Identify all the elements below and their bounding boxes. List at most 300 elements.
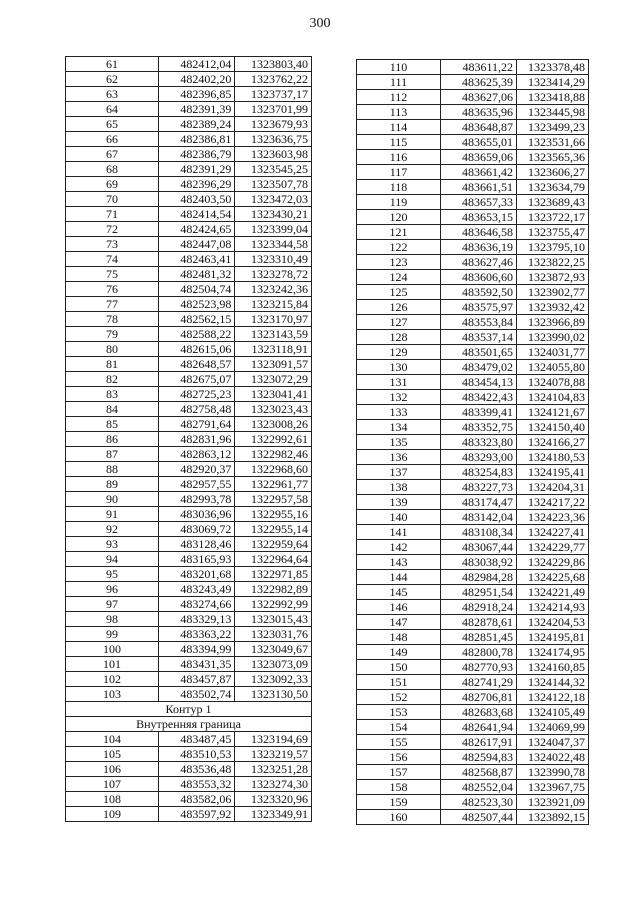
table-row — [66, 777, 312, 792]
table-row — [66, 342, 312, 357]
x-coordinate: 482396,29 — [158, 177, 235, 192]
y-coordinate: 1323755,47 — [517, 225, 589, 240]
table-row — [357, 480, 589, 495]
y-coordinate: 1323194,69 — [235, 732, 312, 747]
y-coordinate: 1323242,36 — [235, 282, 312, 297]
x-coordinate: 483575,97 — [441, 300, 517, 315]
table-row — [66, 537, 312, 552]
point-number: 148 — [357, 630, 441, 645]
table-row — [357, 735, 589, 750]
table-row — [66, 237, 312, 252]
x-coordinate: 482391,29 — [158, 162, 235, 177]
point-number: 93 — [66, 537, 159, 552]
x-coordinate: 483227,73 — [441, 480, 517, 495]
table-row — [357, 315, 589, 330]
y-coordinate: 1323795,10 — [517, 240, 589, 255]
table-row — [357, 390, 589, 405]
table-row — [357, 570, 589, 585]
point-number: 70 — [66, 192, 159, 207]
x-coordinate: 483635,96 — [441, 105, 517, 120]
table-row — [357, 510, 589, 525]
x-coordinate: 483606,60 — [441, 270, 517, 285]
x-coordinate: 483553,32 — [158, 777, 235, 792]
table-row — [357, 345, 589, 360]
x-coordinate: 483293,00 — [441, 450, 517, 465]
table-row — [357, 75, 589, 90]
x-coordinate: 483329,13 — [158, 612, 235, 627]
x-coordinate: 483592,50 — [441, 285, 517, 300]
y-coordinate: 1323967,75 — [517, 780, 589, 795]
point-number: 155 — [357, 735, 441, 750]
table-row — [357, 540, 589, 555]
x-coordinate: 483653,15 — [441, 210, 517, 225]
point-number: 124 — [357, 270, 441, 285]
point-number: 76 — [66, 282, 159, 297]
x-coordinate: 483625,39 — [441, 75, 517, 90]
y-coordinate: 1324229,77 — [517, 540, 589, 555]
y-coordinate: 1324214,93 — [517, 600, 589, 615]
x-coordinate: 483611,22 — [441, 60, 517, 75]
y-coordinate: 1324223,36 — [517, 510, 589, 525]
y-coordinate: 1323215,84 — [235, 297, 312, 312]
point-number: 127 — [357, 315, 441, 330]
y-coordinate: 1322982,89 — [235, 582, 312, 597]
point-number: 105 — [66, 747, 159, 762]
point-number: 97 — [66, 597, 159, 612]
point-number: 66 — [66, 132, 159, 147]
table-row — [357, 405, 589, 420]
point-number: 63 — [66, 87, 159, 102]
x-coordinate: 483352,75 — [441, 420, 517, 435]
table-row — [357, 525, 589, 540]
point-number: 125 — [357, 285, 441, 300]
y-coordinate: 1323507,78 — [235, 177, 312, 192]
y-coordinate: 1324195,41 — [517, 465, 589, 480]
point-number: 62 — [66, 72, 159, 87]
table-row — [66, 522, 312, 537]
point-number: 133 — [357, 405, 441, 420]
y-coordinate: 1322961,77 — [235, 477, 312, 492]
y-coordinate: 1323603,98 — [235, 147, 312, 162]
y-coordinate: 1323344,58 — [235, 237, 312, 252]
y-coordinate: 1322982,46 — [235, 447, 312, 462]
point-number: 71 — [66, 207, 159, 222]
table-row — [357, 420, 589, 435]
x-coordinate: 482918,24 — [441, 600, 517, 615]
point-number: 81 — [66, 357, 159, 372]
y-coordinate: 1323320,96 — [235, 792, 312, 807]
y-coordinate: 1323015,43 — [235, 612, 312, 627]
x-coordinate: 483431,35 — [158, 657, 235, 672]
table-row — [66, 192, 312, 207]
table-row — [357, 225, 589, 240]
x-coordinate: 482504,74 — [158, 282, 235, 297]
section-title: Контур 1 — [66, 702, 312, 717]
table-row — [66, 687, 312, 702]
point-number: 137 — [357, 465, 441, 480]
table-row — [66, 762, 312, 777]
x-coordinate: 482741,29 — [441, 675, 517, 690]
y-coordinate: 1323636,75 — [235, 132, 312, 147]
table-row — [357, 615, 589, 630]
table-row — [357, 180, 589, 195]
point-number: 79 — [66, 327, 159, 342]
point-number: 122 — [357, 240, 441, 255]
point-number: 123 — [357, 255, 441, 270]
table-row — [357, 240, 589, 255]
point-number: 82 — [66, 372, 159, 387]
y-coordinate: 1322955,14 — [235, 522, 312, 537]
x-coordinate: 483636,19 — [441, 240, 517, 255]
x-coordinate: 482957,55 — [158, 477, 235, 492]
y-coordinate: 1323803,40 — [235, 57, 312, 72]
point-number: 126 — [357, 300, 441, 315]
table-row — [66, 582, 312, 597]
point-number: 134 — [357, 420, 441, 435]
y-coordinate: 1324166,27 — [517, 435, 589, 450]
table-row — [66, 492, 312, 507]
x-coordinate: 483036,96 — [158, 507, 235, 522]
point-number: 142 — [357, 540, 441, 555]
y-coordinate: 1323679,93 — [235, 117, 312, 132]
x-coordinate: 483174,47 — [441, 495, 517, 510]
table-row — [357, 630, 589, 645]
y-coordinate: 1323689,43 — [517, 195, 589, 210]
x-coordinate: 482447,08 — [158, 237, 235, 252]
y-coordinate: 1323418,88 — [517, 90, 589, 105]
y-coordinate: 1324055,80 — [517, 360, 589, 375]
table-row — [66, 477, 312, 492]
x-coordinate: 483597,92 — [158, 807, 235, 822]
y-coordinate: 1324227,41 — [517, 525, 589, 540]
table-row — [66, 387, 312, 402]
point-number: 74 — [66, 252, 159, 267]
y-coordinate: 1323073,09 — [235, 657, 312, 672]
y-coordinate: 1323031,76 — [235, 627, 312, 642]
y-coordinate: 1324069,99 — [517, 720, 589, 735]
x-coordinate: 483536,48 — [158, 762, 235, 777]
point-number: 107 — [66, 777, 159, 792]
x-coordinate: 482675,07 — [158, 372, 235, 387]
y-coordinate: 1323072,29 — [235, 372, 312, 387]
y-coordinate: 1323472,03 — [235, 192, 312, 207]
y-coordinate: 1323990,78 — [517, 765, 589, 780]
y-coordinate: 1324180,53 — [517, 450, 589, 465]
y-coordinate: 1323251,28 — [235, 762, 312, 777]
point-number: 90 — [66, 492, 159, 507]
table-row — [66, 417, 312, 432]
table-row — [357, 195, 589, 210]
table-row — [357, 465, 589, 480]
x-coordinate: 483659,06 — [441, 150, 517, 165]
x-coordinate: 482706,81 — [441, 690, 517, 705]
table-row — [357, 60, 589, 75]
x-coordinate: 482617,91 — [441, 735, 517, 750]
point-number: 99 — [66, 627, 159, 642]
point-number: 111 — [357, 75, 441, 90]
table-row — [66, 462, 312, 477]
point-number: 131 — [357, 375, 441, 390]
y-coordinate: 1324217,22 — [517, 495, 589, 510]
point-number: 61 — [66, 57, 159, 72]
point-number: 158 — [357, 780, 441, 795]
table-row — [357, 780, 589, 795]
point-number: 85 — [66, 417, 159, 432]
x-coordinate: 483457,87 — [158, 672, 235, 687]
x-coordinate: 482831,96 — [158, 432, 235, 447]
x-coordinate: 482386,81 — [158, 132, 235, 147]
table-row — [357, 750, 589, 765]
x-coordinate: 482402,20 — [158, 72, 235, 87]
x-coordinate: 483038,92 — [441, 555, 517, 570]
y-coordinate: 1324121,67 — [517, 405, 589, 420]
y-coordinate: 1323092,33 — [235, 672, 312, 687]
y-coordinate: 1323008,26 — [235, 417, 312, 432]
x-coordinate: 482615,06 — [158, 342, 235, 357]
point-number: 113 — [357, 105, 441, 120]
point-number: 118 — [357, 180, 441, 195]
x-coordinate: 482863,12 — [158, 447, 235, 462]
point-number: 120 — [357, 210, 441, 225]
y-coordinate: 1323722,17 — [517, 210, 589, 225]
x-coordinate: 483479,02 — [441, 360, 517, 375]
y-coordinate: 1323737,17 — [235, 87, 312, 102]
table-row — [66, 57, 312, 72]
y-coordinate: 1323932,42 — [517, 300, 589, 315]
point-number: 72 — [66, 222, 159, 237]
point-number: 69 — [66, 177, 159, 192]
x-coordinate: 482386,79 — [158, 147, 235, 162]
x-coordinate: 482403,50 — [158, 192, 235, 207]
x-coordinate: 483201,68 — [158, 567, 235, 582]
table-row — [66, 252, 312, 267]
table-row — [357, 765, 589, 780]
x-coordinate: 482412,04 — [158, 57, 235, 72]
y-coordinate: 1323143,59 — [235, 327, 312, 342]
x-coordinate: 483128,46 — [158, 537, 235, 552]
y-coordinate: 1324225,68 — [517, 570, 589, 585]
x-coordinate: 482800,78 — [441, 645, 517, 660]
table-row — [66, 87, 312, 102]
table-row — [66, 747, 312, 762]
table-row — [357, 300, 589, 315]
y-coordinate: 1323634,79 — [517, 180, 589, 195]
table-row — [357, 375, 589, 390]
y-coordinate: 1323349,91 — [235, 807, 312, 822]
point-number: 95 — [66, 567, 159, 582]
y-coordinate: 1324174,95 — [517, 645, 589, 660]
point-number: 88 — [66, 462, 159, 477]
table-row — [357, 660, 589, 675]
x-coordinate: 482641,94 — [441, 720, 517, 735]
x-coordinate: 483165,93 — [158, 552, 235, 567]
y-coordinate: 1323701,99 — [235, 102, 312, 117]
table-row — [66, 372, 312, 387]
table-row — [66, 657, 312, 672]
table-row — [357, 270, 589, 285]
table-row — [66, 177, 312, 192]
table-row — [66, 672, 312, 687]
table-row — [357, 600, 589, 615]
point-number: 139 — [357, 495, 441, 510]
point-number: 152 — [357, 690, 441, 705]
x-coordinate: 483661,42 — [441, 165, 517, 180]
y-coordinate: 1324150,40 — [517, 420, 589, 435]
y-coordinate: 1323872,93 — [517, 270, 589, 285]
y-coordinate: 1322955,16 — [235, 507, 312, 522]
table-row — [357, 720, 589, 735]
y-coordinate: 1323399,04 — [235, 222, 312, 237]
y-coordinate: 1323762,22 — [235, 72, 312, 87]
table-row — [357, 105, 589, 120]
x-coordinate: 482920,37 — [158, 462, 235, 477]
y-coordinate: 1324105,49 — [517, 705, 589, 720]
table-row — [66, 642, 312, 657]
table-row — [357, 210, 589, 225]
table-row — [357, 705, 589, 720]
y-coordinate: 1323606,27 — [517, 165, 589, 180]
point-number: 91 — [66, 507, 159, 522]
point-number: 75 — [66, 267, 159, 282]
x-coordinate: 483069,72 — [158, 522, 235, 537]
point-number: 100 — [66, 642, 159, 657]
point-number: 77 — [66, 297, 159, 312]
point-number: 121 — [357, 225, 441, 240]
point-number: 117 — [357, 165, 441, 180]
x-coordinate: 482791,64 — [158, 417, 235, 432]
x-coordinate: 483323,80 — [441, 435, 517, 450]
y-coordinate: 1323531,66 — [517, 135, 589, 150]
point-number: 65 — [66, 117, 159, 132]
table-row — [66, 447, 312, 462]
x-coordinate: 482594,83 — [441, 750, 517, 765]
table-row — [66, 627, 312, 642]
table-row — [66, 117, 312, 132]
y-coordinate: 1323565,36 — [517, 150, 589, 165]
table-row — [357, 795, 589, 810]
y-coordinate: 1323049,67 — [235, 642, 312, 657]
table-row — [66, 132, 312, 147]
x-coordinate: 483487,45 — [158, 732, 235, 747]
table-row — [66, 222, 312, 237]
table-row — [66, 327, 312, 342]
point-number: 80 — [66, 342, 159, 357]
point-number: 98 — [66, 612, 159, 627]
point-number: 67 — [66, 147, 159, 162]
y-coordinate: 1324104,83 — [517, 390, 589, 405]
table-row — [66, 357, 312, 372]
point-number: 153 — [357, 705, 441, 720]
section-header-row — [66, 702, 312, 717]
y-coordinate: 1324078,88 — [517, 375, 589, 390]
point-number: 112 — [357, 90, 441, 105]
y-coordinate: 1324195,81 — [517, 630, 589, 645]
x-coordinate: 483648,87 — [441, 120, 517, 135]
y-coordinate: 1323041,41 — [235, 387, 312, 402]
table-row — [66, 282, 312, 297]
y-coordinate: 1323378,48 — [517, 60, 589, 75]
y-coordinate: 1323091,57 — [235, 357, 312, 372]
point-number: 144 — [357, 570, 441, 585]
y-coordinate: 1323130,50 — [235, 687, 312, 702]
point-number: 83 — [66, 387, 159, 402]
y-coordinate: 1323892,15 — [517, 810, 589, 825]
point-number: 135 — [357, 435, 441, 450]
x-coordinate: 483501,65 — [441, 345, 517, 360]
point-number: 94 — [66, 552, 159, 567]
table-row — [357, 690, 589, 705]
table-row — [66, 147, 312, 162]
x-coordinate: 483655,01 — [441, 135, 517, 150]
point-number: 114 — [357, 120, 441, 135]
point-number: 103 — [66, 687, 159, 702]
point-number: 89 — [66, 477, 159, 492]
point-number: 143 — [357, 555, 441, 570]
table-row — [357, 165, 589, 180]
point-number: 64 — [66, 102, 159, 117]
table-row — [66, 732, 312, 747]
point-number: 119 — [357, 195, 441, 210]
point-number: 68 — [66, 162, 159, 177]
table-row — [66, 297, 312, 312]
y-coordinate: 1323274,30 — [235, 777, 312, 792]
x-coordinate: 482770,93 — [441, 660, 517, 675]
point-number: 104 — [66, 732, 159, 747]
table-row — [66, 807, 312, 822]
table-row — [66, 312, 312, 327]
x-coordinate: 482648,57 — [158, 357, 235, 372]
point-number: 160 — [357, 810, 441, 825]
point-number: 149 — [357, 645, 441, 660]
table-row — [357, 285, 589, 300]
table-row — [66, 402, 312, 417]
point-number: 78 — [66, 312, 159, 327]
page-number: 300 — [309, 16, 331, 31]
x-coordinate: 482396,85 — [158, 87, 235, 102]
x-coordinate: 482463,41 — [158, 252, 235, 267]
table-row — [66, 207, 312, 222]
point-number: 110 — [357, 60, 441, 75]
x-coordinate: 483108,34 — [441, 525, 517, 540]
x-coordinate: 482851,45 — [441, 630, 517, 645]
x-coordinate: 483627,06 — [441, 90, 517, 105]
point-number: 128 — [357, 330, 441, 345]
table-row — [66, 597, 312, 612]
x-coordinate: 483243,49 — [158, 582, 235, 597]
y-coordinate: 1322957,58 — [235, 492, 312, 507]
table-row — [357, 810, 589, 825]
y-coordinate: 1324022,48 — [517, 750, 589, 765]
y-coordinate: 1323902,77 — [517, 285, 589, 300]
point-number: 84 — [66, 402, 159, 417]
y-coordinate: 1324229,86 — [517, 555, 589, 570]
x-coordinate: 483582,06 — [158, 792, 235, 807]
x-coordinate: 482523,30 — [441, 795, 517, 810]
x-coordinate: 483274,66 — [158, 597, 235, 612]
y-coordinate: 1324122,18 — [517, 690, 589, 705]
y-coordinate: 1322959,64 — [235, 537, 312, 552]
table-row — [357, 435, 589, 450]
point-number: 159 — [357, 795, 441, 810]
y-coordinate: 1324160,85 — [517, 660, 589, 675]
y-coordinate: 1323499,23 — [517, 120, 589, 135]
point-number: 157 — [357, 765, 441, 780]
point-number: 102 — [66, 672, 159, 687]
x-coordinate: 482424,65 — [158, 222, 235, 237]
point-number: 138 — [357, 480, 441, 495]
x-coordinate: 482993,78 — [158, 492, 235, 507]
table-row — [357, 645, 589, 660]
